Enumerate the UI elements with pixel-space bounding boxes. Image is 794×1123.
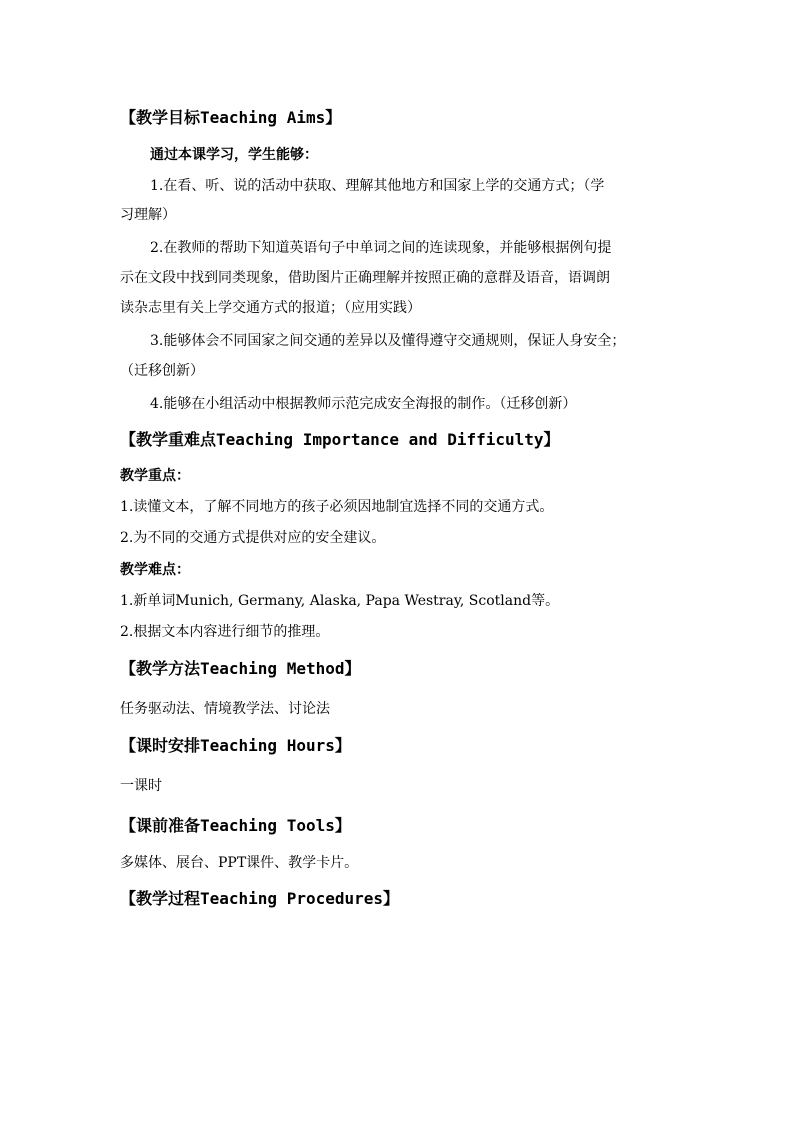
section-heading-method: 【教学方法Teaching Method】 xyxy=(120,659,361,678)
aims-item-2-line-3: 读杂志里有关上学交通方式的报道；（应用实践） xyxy=(120,300,421,316)
section-heading-importance: 【教学重难点Teaching Importance and Difficulty】 xyxy=(120,430,560,449)
aims-item-2-line-1: 2.在教师的帮助下知道英语句子中单词之间的连读现象，并能够根据例句提 xyxy=(150,240,612,256)
hours-text: 一课时 xyxy=(120,778,162,794)
key-point-2: 2.为不同的交通方式提供对应的安全建议。 xyxy=(120,530,386,546)
section-heading-aims: 【教学目标Teaching Aims】 xyxy=(120,108,342,127)
difficulty-label: 教学难点： xyxy=(120,562,190,578)
difficulty-point-2: 2.根据文本内容进行细节的推理。 xyxy=(120,624,330,640)
tools-text: 多媒体、展台、PPT课件、教学卡片。 xyxy=(120,855,359,871)
aims-item-4-line-1: 4.能够在小组活动中根据教师示范完成安全海报的制作。（迁移创新） xyxy=(150,396,577,412)
aims-item-2-line-2: 示在文段中找到同类现象，借助图片正确理解并按照正确的意群及语音，语调朗 xyxy=(120,270,610,286)
difficulty-point-1: 1.新单词Munich, Germany, Alaska, Papa Westray, Scotland等。 xyxy=(120,593,560,609)
section-heading-procedures: 【教学过程Teaching Procedures】 xyxy=(120,889,400,908)
aims-intro: 通过本课学习，学生能够： xyxy=(150,147,318,163)
method-text: 任务驱动法、情境教学法、讨论法 xyxy=(120,701,330,717)
aims-item-3-line-2: （迁移创新） xyxy=(120,363,204,379)
section-heading-tools: 【课前准备Teaching Tools】 xyxy=(120,816,351,835)
section-heading-hours: 【课时安排Teaching Hours】 xyxy=(120,736,351,755)
aims-item-1-line-2: 习理解） xyxy=(120,207,176,223)
key-points-label: 教学重点： xyxy=(120,468,190,484)
aims-item-1-line-1: 1.在看、听、说的活动中获取、理解其他地方和国家上学的交通方式；（学 xyxy=(150,178,605,194)
aims-item-3-line-1: 3.能够体会不同国家之间交通的差异以及懂得遵守交通规则，保证人身安全； xyxy=(150,333,626,349)
key-point-1: 1.读懂文本，了解不同地方的孩子必须因地制宜选择不同的交通方式。 xyxy=(120,499,554,515)
